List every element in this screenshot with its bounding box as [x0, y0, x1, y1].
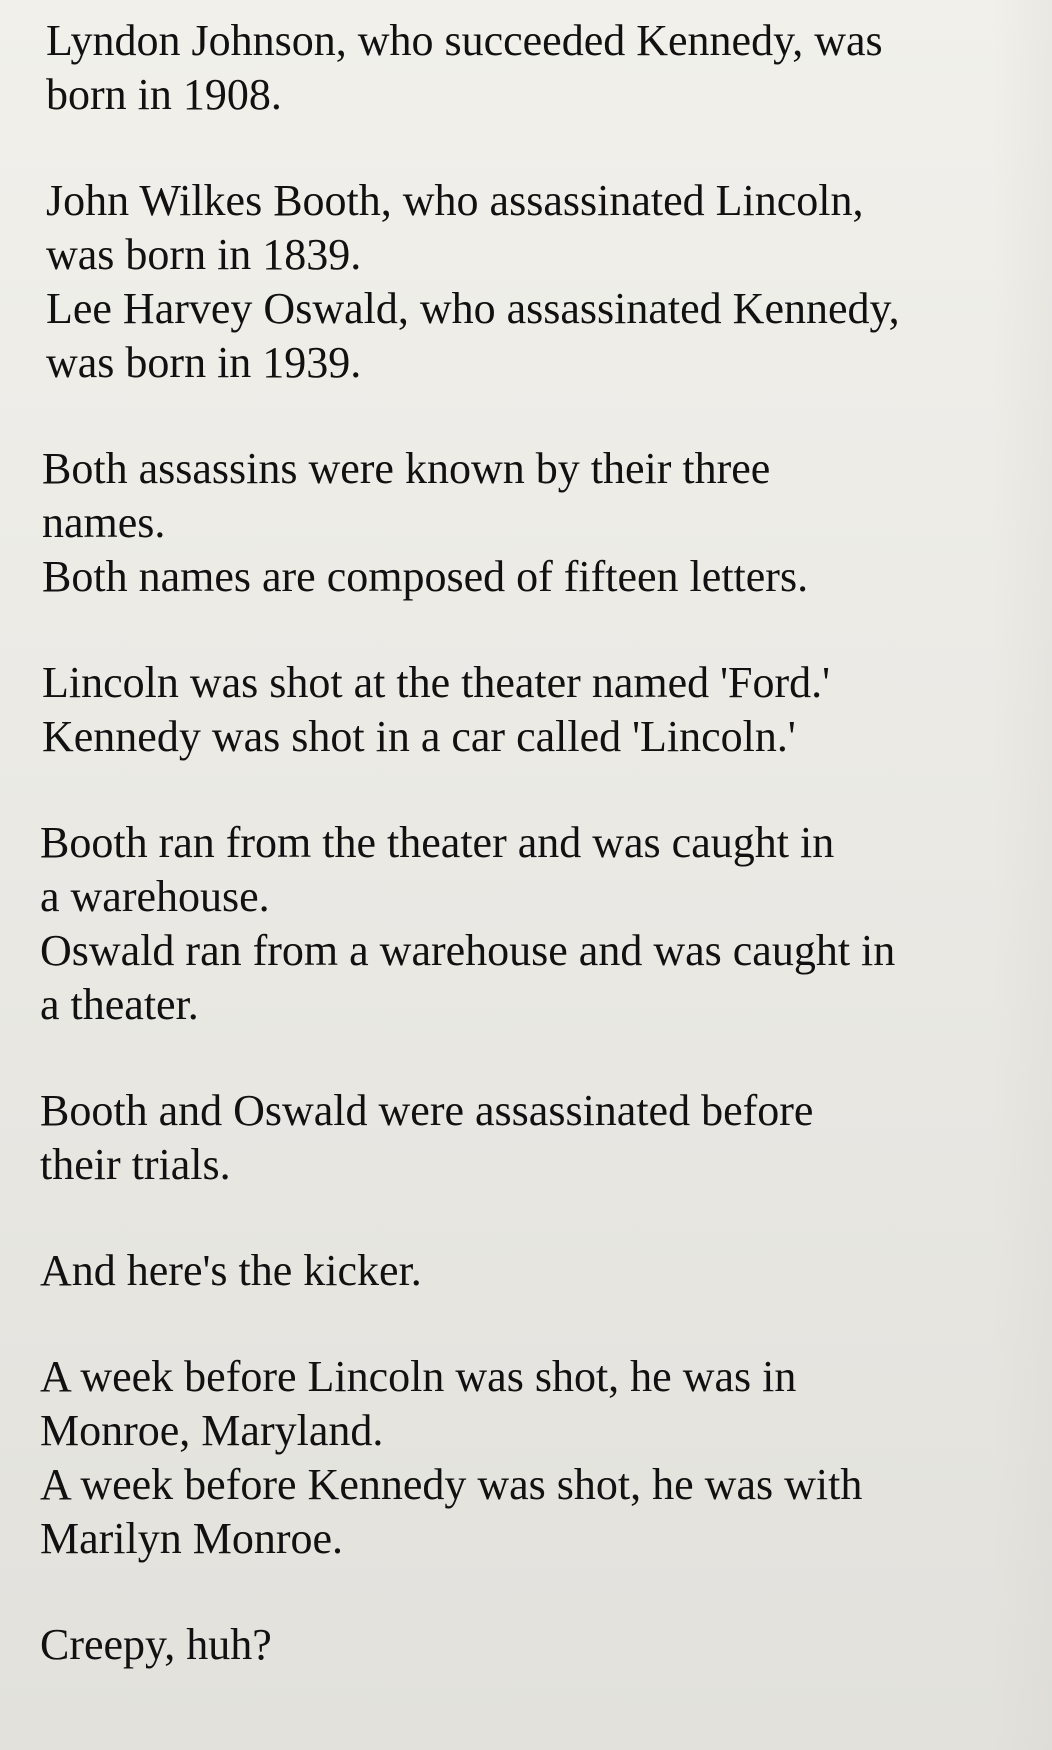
paragraph-ford-lincoln: [40, 656, 1012, 764]
text-line: their trials.: [40, 1140, 231, 1189]
paragraph-three-names: [40, 442, 1012, 604]
text-line: Booth and Oswald were assassinated before: [40, 1086, 814, 1135]
paragraph-monroe: [40, 1350, 1012, 1566]
text-line: Both names are composed of fifteen letters.: [42, 552, 809, 601]
paragraph-theater-warehouse: [40, 816, 1012, 1032]
text-line: Kennedy was shot in a car called 'Lincoln.': [42, 712, 796, 761]
paragraph-creepy: [40, 1618, 1012, 1672]
text-line: John Wilkes Booth, who assassinated Lincoln,: [46, 176, 864, 225]
text-line: Booth ran from the theater and was caught in: [40, 818, 835, 867]
text-line: names.: [42, 498, 166, 547]
text-line: Lee Harvey Oswald, who assassinated Kennedy,: [46, 284, 900, 333]
text-line: Oswald ran from a warehouse and was caught in: [40, 926, 896, 975]
text-line: A week before Kennedy was shot, he was with: [40, 1460, 863, 1509]
text-line: Lincoln was shot at the theater named 'Ford.': [42, 658, 831, 707]
text-line: Creepy, huh?: [40, 1620, 272, 1669]
text-line: a theater.: [40, 980, 199, 1029]
text-line: Both assassins were known by their three: [42, 444, 771, 493]
text-line: Lyndon Johnson, who succeeded Kennedy, was: [46, 16, 883, 65]
text-line: Marilyn Monroe.: [40, 1514, 344, 1563]
paragraph-kicker: [40, 1244, 1012, 1298]
paragraph-trials: [40, 1084, 1012, 1192]
text-line: a warehouse.: [40, 872, 270, 921]
text-line: A week before Lincoln was shot, he was in: [40, 1352, 797, 1401]
text-line: was born in 1839.: [46, 230, 362, 279]
text-line: was born in 1939.: [46, 338, 362, 387]
text-line: Monroe, Maryland.: [40, 1406, 384, 1455]
text-line: And here's the kicker.: [40, 1246, 422, 1295]
paragraph-johnson-birth: [40, 14, 1012, 122]
text-line: born in 1908.: [46, 70, 282, 119]
paragraph-assassins-birth: [40, 174, 1012, 390]
